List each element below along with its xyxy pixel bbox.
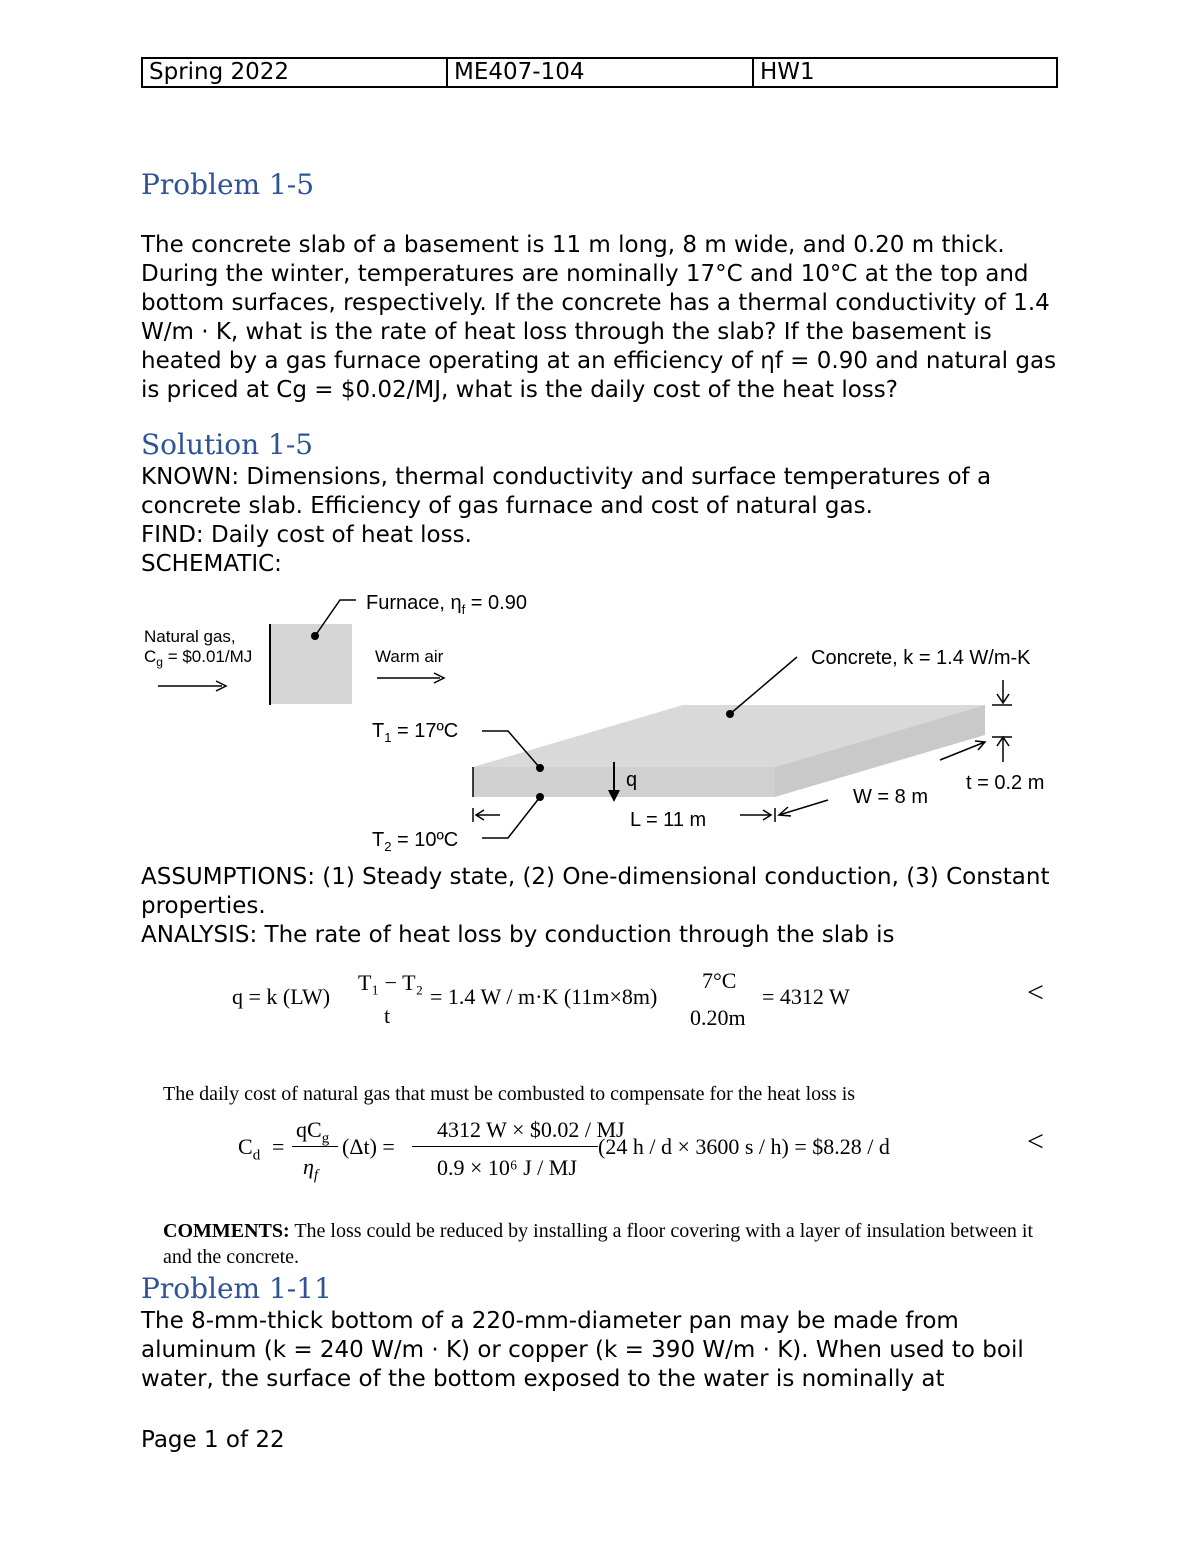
eq2-den: $\eta_f$ bbox=[303, 1154, 319, 1184]
width-label: W = 8 m bbox=[853, 786, 929, 808]
t1-label: $T_1$ = 17ºC bbox=[372, 720, 459, 745]
slab-front bbox=[473, 767, 775, 797]
warm-air-label: Warm air bbox=[375, 647, 444, 666]
solution-1-5-title: Solution 1-5 bbox=[141, 428, 314, 461]
header-table bbox=[141, 57, 1058, 88]
header-assignment: HW1 bbox=[760, 59, 815, 85]
eq2-num2: 4312 W × $0.02 / MJ bbox=[437, 1117, 625, 1142]
header-term: Spring 2022 bbox=[143, 59, 448, 86]
header-course: ME407-104 bbox=[448, 59, 754, 86]
furnace-label: Furnace, $\eta_f = 0.90$ bbox=[366, 592, 527, 617]
natural-gas-label: Natural gas, bbox=[144, 627, 236, 646]
eq1-result-marker: < bbox=[1027, 976, 1044, 1009]
eq1-den: t bbox=[384, 1003, 391, 1028]
eq1-den2: 0.20m bbox=[690, 1005, 746, 1030]
t2-label: $T_2$ = 10ºC bbox=[372, 829, 459, 854]
thickness-label: t = 0.2 m bbox=[966, 772, 1045, 794]
problem-1-11-title: Problem 1-11 bbox=[141, 1272, 332, 1305]
analysis-text: ANALYSIS: The rate of heat loss by conduction through the slab is bbox=[141, 922, 895, 948]
eq1-num: T₁ − T₂ bbox=[358, 970, 424, 995]
eq1-num2: 7°C bbox=[702, 968, 737, 993]
length-label: L = 11 m bbox=[630, 809, 707, 831]
eq2-fraction-bar-2 bbox=[412, 1146, 598, 1147]
problem-1-5-text: The concrete slab of a basement is 11 m long, 8 m wide, and 0.20 m thick. During the winter, temperatures are nominally 17°C and 10°C at the top and bottom surfaces, respectively. If the concrete has a thermal conductivity of 1.4 W/m · K, what is the rate of heat loss through the slab? If the basement is heated by a gas furnace operating at an efficiency of ηf = 0.90 and natural gas is priced at Cg = $0.02/MJ, what is the daily cost of the heat loss? bbox=[141, 232, 1057, 403]
eq2-den2: 0.9 × 10⁶ J / MJ bbox=[437, 1155, 577, 1180]
eq1-mid: = 1.4 W / m·K (11m×8m) bbox=[430, 984, 658, 1009]
eq2-fraction-bar bbox=[292, 1146, 338, 1147]
page-footer: Page 1 of 22 bbox=[141, 1427, 285, 1453]
assumptions-text: ASSUMPTIONS: (1) Steady state, (2) One-dimensional conduction, (3) Constant properties. bbox=[141, 864, 1050, 919]
concrete-label: Concrete, k = 1.4 W/m-K bbox=[811, 647, 1031, 669]
eq2-result-marker: < bbox=[1027, 1125, 1044, 1158]
cg-label: $C_g$ = $0.01/MJ bbox=[144, 647, 253, 669]
problem-1-5-title: Problem 1-5 bbox=[141, 168, 315, 201]
find-text: FIND: Daily cost of heat loss. bbox=[141, 522, 472, 548]
known-text: KNOWN: Dimensions, thermal conductivity and surface temperatures of a concrete slab. Efficiency of gas furnace and cost of natural gas. bbox=[141, 464, 992, 519]
comments: COMMENTS: The loss could be reduced by installing a floor covering with a layer of insulation between it and the concrete. bbox=[163, 1220, 1033, 1268]
schematic-label: SCHEMATIC: bbox=[141, 551, 282, 577]
eq1-result: = 4312 W bbox=[762, 984, 850, 1009]
eq2-eq: = bbox=[272, 1134, 285, 1159]
eq2-mid: (Δt) = bbox=[342, 1134, 395, 1159]
schematic-figure bbox=[140, 585, 1060, 855]
eq2-num: $qC_g$ bbox=[296, 1117, 330, 1147]
problem-1-11-text: The 8-mm-thick bottom of a 220-mm-diameter pan may be made from aluminum (k = 240 W/m · K) or copper (k = 390 W/m · K). When used to boil water, the surface of the bottom exposed to the water is nominally at bbox=[141, 1308, 1024, 1392]
eq1-lhs: q = k (LW) bbox=[232, 984, 331, 1009]
eq2-lhs: $C_d$ bbox=[238, 1134, 261, 1164]
daily-cost-text: The daily cost of natural gas that must be combusted to compensate for the heat loss is bbox=[163, 1083, 856, 1105]
eq2-result: (24 h / d × 3600 s / h) = $8.28 / d bbox=[598, 1134, 890, 1159]
q-label: q bbox=[626, 769, 638, 791]
